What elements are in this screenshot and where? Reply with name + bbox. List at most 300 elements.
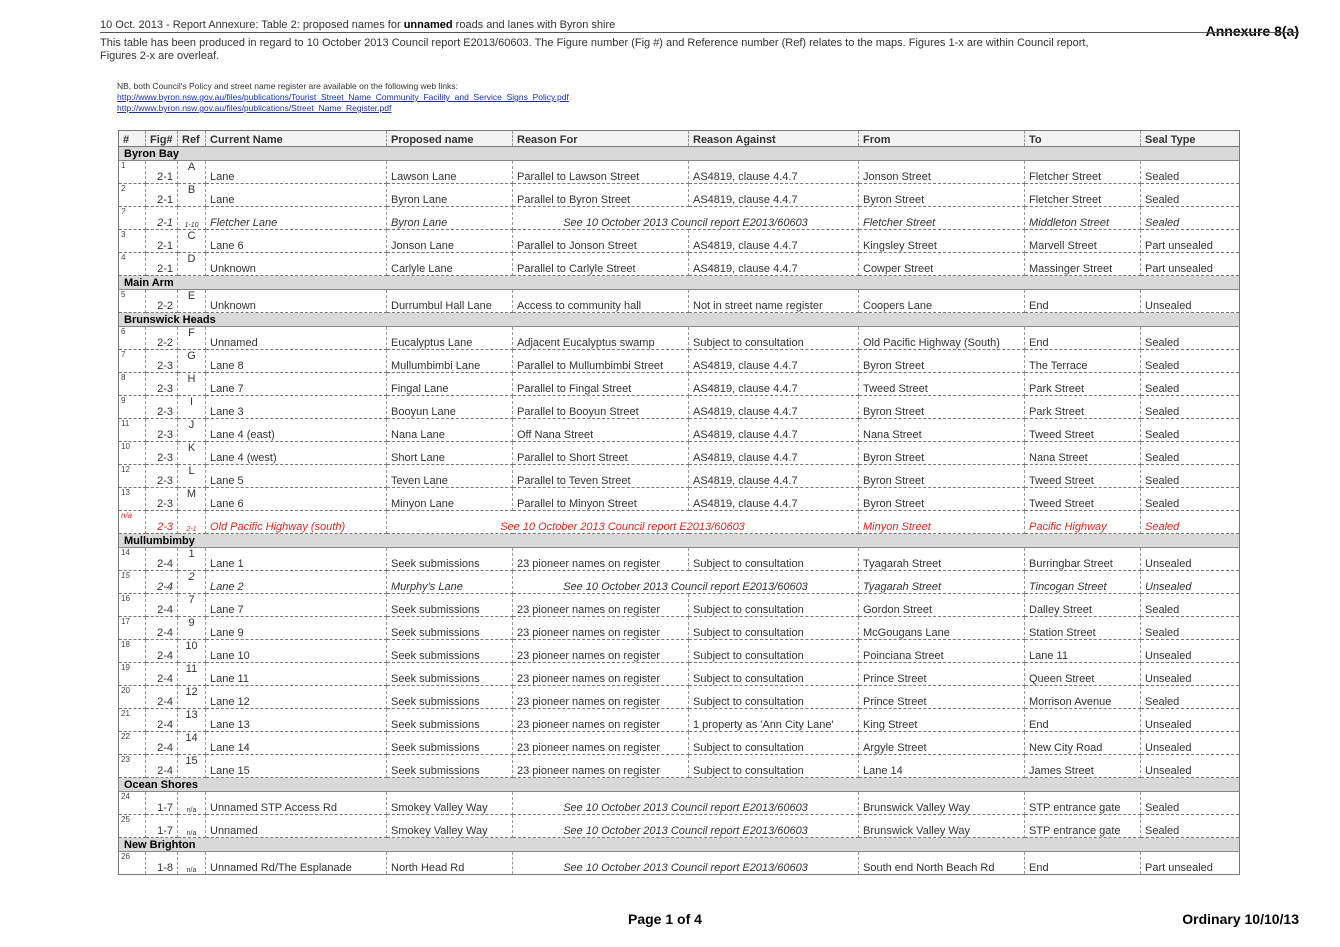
table-row bbox=[119, 594, 1240, 617]
reason-against: Subject to consultation bbox=[689, 755, 859, 778]
header-divider bbox=[100, 32, 1299, 33]
proposed-name: Seek submissions bbox=[387, 686, 513, 709]
seal-type: Sealed bbox=[1141, 350, 1240, 373]
seal-type: Sealed bbox=[1141, 488, 1240, 511]
row-number: 19 bbox=[119, 663, 146, 686]
to-street: James Street bbox=[1025, 755, 1141, 778]
proposed-name: Seek submissions bbox=[387, 663, 513, 686]
fig-number: 2-1 bbox=[146, 207, 178, 230]
from-street: Tyagarah Street bbox=[859, 571, 1025, 594]
ref-code: G bbox=[178, 350, 206, 373]
proposed-name: Smokey Valley Way bbox=[387, 815, 513, 838]
reason-for: Parallel to Carlyle Street bbox=[513, 253, 689, 276]
fig-number: 2-2 bbox=[146, 327, 178, 350]
from-street: Lane 14 bbox=[859, 755, 1025, 778]
row-number: 26 bbox=[119, 852, 146, 875]
row-number: 16 bbox=[119, 594, 146, 617]
table-row bbox=[119, 755, 1240, 778]
from-street: Gordon Street bbox=[859, 594, 1025, 617]
reason-for: 23 pioneer names on register bbox=[513, 617, 689, 640]
row-number: 24 bbox=[119, 792, 146, 815]
reason-against: AS4819, clause 4.4.7 bbox=[689, 465, 859, 488]
section-title: Mullumbimby bbox=[119, 534, 1240, 548]
from-street: South end North Beach Rd bbox=[859, 852, 1025, 875]
table-row bbox=[119, 396, 1240, 419]
current-name: Fletcher Lane bbox=[206, 207, 387, 230]
section-title: Main Arm bbox=[119, 276, 1240, 290]
reason-against: AS4819, clause 4.4.7 bbox=[689, 184, 859, 207]
seal-type: Unsealed bbox=[1141, 640, 1240, 663]
from-street: Fletcher Street bbox=[859, 207, 1025, 230]
seal-type: Sealed bbox=[1141, 815, 1240, 838]
policy-link[interactable]: http://www.byron.nsw.gov.au/files/publications/Tourist_Street_Name_Community_Facility_and_Service_Signs_Policy.pdf bbox=[117, 92, 569, 102]
section-title: Byron Bay bbox=[119, 147, 1240, 161]
table-row bbox=[119, 230, 1240, 253]
current-name: Lane 4 (east) bbox=[206, 419, 387, 442]
from-street: Byron Street bbox=[859, 442, 1025, 465]
proposed-name: Lawson Lane bbox=[387, 161, 513, 184]
fig-number: 2-4 bbox=[146, 640, 178, 663]
proposed-name: Seek submissions bbox=[387, 732, 513, 755]
to-street: Park Street bbox=[1025, 396, 1141, 419]
ref-code: 13 bbox=[178, 709, 206, 732]
row-number: 18 bbox=[119, 640, 146, 663]
section-row bbox=[119, 276, 1240, 290]
seal-type: Part unsealed bbox=[1141, 230, 1240, 253]
fig-number: 2-3 bbox=[146, 396, 178, 419]
proposed-name: North Head Rd bbox=[387, 852, 513, 875]
column-header: Reason Against bbox=[689, 131, 859, 147]
proposed-name: Seek submissions bbox=[387, 594, 513, 617]
ref-code: L bbox=[178, 465, 206, 488]
reason-against: Subject to consultation bbox=[689, 663, 859, 686]
to-street: Park Street bbox=[1025, 373, 1141, 396]
table-row bbox=[119, 161, 1240, 184]
proposed-name: Seek submissions bbox=[387, 709, 513, 732]
fig-number: 2-1 bbox=[146, 253, 178, 276]
from-street: Prince Street bbox=[859, 663, 1025, 686]
fig-number: 2-3 bbox=[146, 350, 178, 373]
reason-for: 23 pioneer names on register bbox=[513, 640, 689, 663]
from-street: Old Pacific Highway (South) bbox=[859, 327, 1025, 350]
column-header: To bbox=[1025, 131, 1141, 147]
ref-code: 9 bbox=[178, 617, 206, 640]
row-number: 8 bbox=[119, 373, 146, 396]
current-name: Lane 5 bbox=[206, 465, 387, 488]
section-title: New Brighton bbox=[119, 838, 1240, 852]
seal-type: Sealed bbox=[1141, 617, 1240, 640]
proposed-name: Nana Lane bbox=[387, 419, 513, 442]
meeting-label: Ordinary 10/10/13 bbox=[1182, 911, 1299, 927]
ref-code: n/a bbox=[178, 852, 206, 875]
current-name: Old Pacific Highway (south) bbox=[206, 511, 387, 534]
current-name: Lane 9 bbox=[206, 617, 387, 640]
seal-type: Part unsealed bbox=[1141, 253, 1240, 276]
seal-type: Unsealed bbox=[1141, 663, 1240, 686]
proposed-name: Seek submissions bbox=[387, 640, 513, 663]
reason-against: AS4819, clause 4.4.7 bbox=[689, 373, 859, 396]
report-title: 10 Oct. 2013 - Report Annexure: Table 2: proposed names for unnamed roads and lanes with Byron shire bbox=[100, 19, 616, 31]
nb-note: NB, both Council's Policy and street name register are available on the following web links: http://www.byron.nsw.gov.au/files/publications/Tourist_Street_Name_Community_Facility_and_Service_Signs_Policy.pdf http://www.byron.nsw.gov.au/files/publications/Street_Name_Register.pdf bbox=[117, 81, 569, 113]
to-street: STP entrance gate bbox=[1025, 792, 1141, 815]
current-name: Lane 4 (west) bbox=[206, 442, 387, 465]
fig-number: 2-1 bbox=[146, 184, 178, 207]
fig-number: 2-4 bbox=[146, 571, 178, 594]
reason-for: Parallel to Fingal Street bbox=[513, 373, 689, 396]
row-number: 7 bbox=[119, 350, 146, 373]
column-header: From bbox=[859, 131, 1025, 147]
column-header: Ref bbox=[178, 131, 206, 147]
row-number: 6 bbox=[119, 327, 146, 350]
table-row bbox=[119, 571, 1240, 594]
seal-type: Sealed bbox=[1141, 419, 1240, 442]
reason-for: 23 pioneer names on register bbox=[513, 732, 689, 755]
ref-code: E bbox=[178, 290, 206, 313]
fig-number: 2-3 bbox=[146, 511, 178, 534]
to-street: STP entrance gate bbox=[1025, 815, 1141, 838]
reason-against: AS4819, clause 4.4.7 bbox=[689, 253, 859, 276]
current-name: Lane 6 bbox=[206, 488, 387, 511]
to-street: Nana Street bbox=[1025, 442, 1141, 465]
ref-code: n/a bbox=[178, 815, 206, 838]
fig-number: 1-7 bbox=[146, 815, 178, 838]
reason-against: AS4819, clause 4.4.7 bbox=[689, 488, 859, 511]
table-row bbox=[119, 815, 1240, 838]
reason-against: Subject to consultation bbox=[689, 548, 859, 571]
reason-for: Parallel to Byron Street bbox=[513, 184, 689, 207]
proposed-name: Murphy's Lane bbox=[387, 571, 513, 594]
ref-code: H bbox=[178, 373, 206, 396]
row-number: 17 bbox=[119, 617, 146, 640]
current-name: Unknown bbox=[206, 253, 387, 276]
table-row bbox=[119, 709, 1240, 732]
reason-for: Off Nana Street bbox=[513, 419, 689, 442]
to-street: Tweed Street bbox=[1025, 465, 1141, 488]
seal-type: Sealed bbox=[1141, 511, 1240, 534]
ref-code: 14 bbox=[178, 732, 206, 755]
reason-against: AS4819, clause 4.4.7 bbox=[689, 230, 859, 253]
row-number: 4 bbox=[119, 253, 146, 276]
row-number: 23 bbox=[119, 755, 146, 778]
proposed-name: Carlyle Lane bbox=[387, 253, 513, 276]
ref-code: 12 bbox=[178, 686, 206, 709]
column-header: Fig# bbox=[146, 131, 178, 147]
row-number: 14 bbox=[119, 548, 146, 571]
table-row bbox=[119, 442, 1240, 465]
current-name: Lane 3 bbox=[206, 396, 387, 419]
report-reference: See 10 October 2013 Council report E2013/60603 bbox=[513, 571, 859, 594]
section-row bbox=[119, 147, 1240, 161]
table-row bbox=[119, 327, 1240, 350]
ref-code: 10 bbox=[178, 640, 206, 663]
table-row bbox=[119, 253, 1240, 276]
from-street: Poinciana Street bbox=[859, 640, 1025, 663]
seal-type: Unsealed bbox=[1141, 755, 1240, 778]
reason-for: Parallel to Lawson Street bbox=[513, 161, 689, 184]
ref-code: 15 bbox=[178, 755, 206, 778]
table-row bbox=[119, 290, 1240, 313]
column-header: Current Name bbox=[206, 131, 387, 147]
from-street: Brunswick Valley Way bbox=[859, 815, 1025, 838]
proposed-name: Seek submissions bbox=[387, 755, 513, 778]
ref-code: M bbox=[178, 488, 206, 511]
reason-for: 23 pioneer names on register bbox=[513, 594, 689, 617]
to-street: Tincogan Street bbox=[1025, 571, 1141, 594]
reason-against: Subject to consultation bbox=[689, 640, 859, 663]
current-name: Lane bbox=[206, 184, 387, 207]
fig-number: 2-4 bbox=[146, 732, 178, 755]
from-street: Tweed Street bbox=[859, 373, 1025, 396]
fig-number: 1-7 bbox=[146, 792, 178, 815]
ref-code: J bbox=[178, 419, 206, 442]
fig-number: 2-4 bbox=[146, 594, 178, 617]
current-name: Lane 14 bbox=[206, 732, 387, 755]
reason-against: AS4819, clause 4.4.7 bbox=[689, 161, 859, 184]
section-title: Ocean Shores bbox=[119, 778, 1240, 792]
road-names-table bbox=[118, 130, 1240, 875]
ref-code: B bbox=[178, 184, 206, 207]
seal-type: Part unsealed bbox=[1141, 852, 1240, 875]
table-header-row bbox=[119, 131, 1240, 147]
intro-text: This table has been produced in regard to 10 October 2013 Council report E2013/60603. The Figure number (Fig #) and Reference number (Ref) relates to the maps. Figures 1-x are within Council report, Figures 2-x are overleaf. bbox=[100, 37, 1089, 62]
from-street: Nana Street bbox=[859, 419, 1025, 442]
reason-against: Subject to consultation bbox=[689, 617, 859, 640]
table-row bbox=[119, 350, 1240, 373]
current-name: Lane 2 bbox=[206, 571, 387, 594]
row-number: 5 bbox=[119, 290, 146, 313]
table-row bbox=[119, 465, 1240, 488]
to-street: Morrison Avenue bbox=[1025, 686, 1141, 709]
seal-type: Sealed bbox=[1141, 207, 1240, 230]
table-row bbox=[119, 419, 1240, 442]
row-number: 25 bbox=[119, 815, 146, 838]
seal-type: Sealed bbox=[1141, 442, 1240, 465]
to-street: End bbox=[1025, 290, 1141, 313]
to-street: Dalley Street bbox=[1025, 594, 1141, 617]
reason-for: Parallel to Teven Street bbox=[513, 465, 689, 488]
fig-number: 2-3 bbox=[146, 419, 178, 442]
reason-for: Parallel to Short Street bbox=[513, 442, 689, 465]
reason-against: AS4819, clause 4.4.7 bbox=[689, 442, 859, 465]
to-street: Fletcher Street bbox=[1025, 161, 1141, 184]
current-name: Lane 11 bbox=[206, 663, 387, 686]
reason-for: 23 pioneer names on register bbox=[513, 755, 689, 778]
row-number: 2 bbox=[119, 184, 146, 207]
seal-type: Sealed bbox=[1141, 184, 1240, 207]
current-name: Lane 12 bbox=[206, 686, 387, 709]
row-number: ? bbox=[119, 207, 146, 230]
from-street: Byron Street bbox=[859, 465, 1025, 488]
proposed-name: Durrumbul Hall Lane bbox=[387, 290, 513, 313]
column-header: Seal Type bbox=[1141, 131, 1240, 147]
fig-number: 2-4 bbox=[146, 709, 178, 732]
table-row bbox=[119, 511, 1240, 534]
ref-code: n/a bbox=[178, 792, 206, 815]
seal-type: Sealed bbox=[1141, 465, 1240, 488]
current-name: Lane 8 bbox=[206, 350, 387, 373]
reason-against: Subject to consultation bbox=[689, 686, 859, 709]
proposed-name: Mullumbimbi Lane bbox=[387, 350, 513, 373]
current-name: Lane 13 bbox=[206, 709, 387, 732]
reason-for: 23 pioneer names on register bbox=[513, 686, 689, 709]
to-street: Middleton Street bbox=[1025, 207, 1141, 230]
table-row bbox=[119, 732, 1240, 755]
ref-code: A bbox=[178, 161, 206, 184]
from-street: Byron Street bbox=[859, 350, 1025, 373]
seal-type: Unsealed bbox=[1141, 548, 1240, 571]
proposed-name: Byron Lane bbox=[387, 207, 513, 230]
proposed-name: Eucalyptus Lane bbox=[387, 327, 513, 350]
fig-number: 2-4 bbox=[146, 755, 178, 778]
register-link[interactable]: http://www.byron.nsw.gov.au/files/publications/Street_Name_Register.pdf bbox=[117, 103, 392, 113]
reason-against: 1 property as 'Ann City Lane' bbox=[689, 709, 859, 732]
report-reference: See 10 October 2013 Council report E2013/60603 bbox=[513, 792, 859, 815]
table-body bbox=[119, 147, 1240, 875]
to-street: The Terrace bbox=[1025, 350, 1141, 373]
table-row bbox=[119, 663, 1240, 686]
to-street: Marvell Street bbox=[1025, 230, 1141, 253]
ref-code: K bbox=[178, 442, 206, 465]
from-street: Byron Street bbox=[859, 488, 1025, 511]
reason-for: Adjacent Eucalyptus swamp bbox=[513, 327, 689, 350]
report-reference: See 10 October 2013 Council report E2013/60603 bbox=[387, 511, 859, 534]
from-street: Tyagarah Street bbox=[859, 548, 1025, 571]
proposed-name: Fingal Lane bbox=[387, 373, 513, 396]
page-number: Page 1 of 4 bbox=[628, 911, 702, 927]
table-row bbox=[119, 373, 1240, 396]
seal-type: Unsealed bbox=[1141, 709, 1240, 732]
ref-code: C bbox=[178, 230, 206, 253]
fig-number: 2-2 bbox=[146, 290, 178, 313]
from-street: Cowper Street bbox=[859, 253, 1025, 276]
from-street: Prince Street bbox=[859, 686, 1025, 709]
proposed-name: Seek submissions bbox=[387, 548, 513, 571]
proposed-name: Teven Lane bbox=[387, 465, 513, 488]
section-row bbox=[119, 778, 1240, 792]
section-title: Brunswick Heads bbox=[119, 313, 1240, 327]
table-row bbox=[119, 852, 1240, 875]
to-street: Fletcher Street bbox=[1025, 184, 1141, 207]
reason-against: AS4819, clause 4.4.7 bbox=[689, 419, 859, 442]
from-street: Brunswick Valley Way bbox=[859, 792, 1025, 815]
seal-type: Sealed bbox=[1141, 686, 1240, 709]
current-name: Unnamed STP Access Rd bbox=[206, 792, 387, 815]
ref-code: 1-10 bbox=[178, 207, 206, 230]
from-street: Byron Street bbox=[859, 184, 1025, 207]
row-number: 1 bbox=[119, 161, 146, 184]
to-street: Massinger Street bbox=[1025, 253, 1141, 276]
proposed-name: Booyun Lane bbox=[387, 396, 513, 419]
to-street: Queen Street bbox=[1025, 663, 1141, 686]
current-name: Lane 7 bbox=[206, 373, 387, 396]
table-row bbox=[119, 184, 1240, 207]
fig-number: 2-4 bbox=[146, 686, 178, 709]
proposed-name: Short Lane bbox=[387, 442, 513, 465]
reason-for: 23 pioneer names on register bbox=[513, 709, 689, 732]
seal-type: Sealed bbox=[1141, 792, 1240, 815]
to-street: End bbox=[1025, 852, 1141, 875]
report-reference: See 10 October 2013 Council report E2013/60603 bbox=[513, 852, 859, 875]
to-street: End bbox=[1025, 327, 1141, 350]
row-number: 9 bbox=[119, 396, 146, 419]
fig-number: 2-4 bbox=[146, 663, 178, 686]
seal-type: Unsealed bbox=[1141, 290, 1240, 313]
table-row bbox=[119, 488, 1240, 511]
seal-type: Sealed bbox=[1141, 396, 1240, 419]
section-row bbox=[119, 313, 1240, 327]
current-name: Lane 1 bbox=[206, 548, 387, 571]
ref-code: 2 bbox=[178, 571, 206, 594]
column-header: # bbox=[119, 131, 146, 147]
seal-type: Sealed bbox=[1141, 161, 1240, 184]
fig-number: 2-4 bbox=[146, 548, 178, 571]
proposed-name: Byron Lane bbox=[387, 184, 513, 207]
report-reference: See 10 October 2013 Council report E2013/60603 bbox=[513, 207, 859, 230]
row-number: 12 bbox=[119, 465, 146, 488]
reason-against: AS4819, clause 4.4.7 bbox=[689, 350, 859, 373]
table-row bbox=[119, 640, 1240, 663]
to-street: Tweed Street bbox=[1025, 488, 1141, 511]
table-row bbox=[119, 792, 1240, 815]
to-street: Station Street bbox=[1025, 617, 1141, 640]
ref-code: F bbox=[178, 327, 206, 350]
proposed-name: Minyon Lane bbox=[387, 488, 513, 511]
current-name: Lane 6 bbox=[206, 230, 387, 253]
reason-for: Parallel to Mullumbimbi Street bbox=[513, 350, 689, 373]
fig-number: 2-3 bbox=[146, 465, 178, 488]
fig-number: 1-8 bbox=[146, 852, 178, 875]
fig-number: 2-1 bbox=[146, 230, 178, 253]
from-street: King Street bbox=[859, 709, 1025, 732]
to-street: Pacific Highway bbox=[1025, 511, 1141, 534]
fig-number: 2-3 bbox=[146, 373, 178, 396]
from-street: Minyon Street bbox=[859, 511, 1025, 534]
from-street: Kingsley Street bbox=[859, 230, 1025, 253]
table-row bbox=[119, 548, 1240, 571]
ref-code: 7 bbox=[178, 594, 206, 617]
to-street: Tweed Street bbox=[1025, 419, 1141, 442]
row-number: 13 bbox=[119, 488, 146, 511]
reason-against: AS4819, clause 4.4.7 bbox=[689, 396, 859, 419]
current-name: Unknown bbox=[206, 290, 387, 313]
row-number: 15 bbox=[119, 571, 146, 594]
table-row bbox=[119, 207, 1240, 230]
seal-type: Sealed bbox=[1141, 373, 1240, 396]
reason-against: Subject to consultation bbox=[689, 594, 859, 617]
fig-number: 2-3 bbox=[146, 442, 178, 465]
seal-type: Sealed bbox=[1141, 327, 1240, 350]
current-name: Lane 10 bbox=[206, 640, 387, 663]
table-row bbox=[119, 617, 1240, 640]
reason-for: Parallel to Jonson Street bbox=[513, 230, 689, 253]
reason-for: Parallel to Minyon Street bbox=[513, 488, 689, 511]
fig-number: 2-4 bbox=[146, 617, 178, 640]
row-number: 20 bbox=[119, 686, 146, 709]
seal-type: Unsealed bbox=[1141, 732, 1240, 755]
from-street: Jonson Street bbox=[859, 161, 1025, 184]
current-name: Lane 15 bbox=[206, 755, 387, 778]
current-name: Unnamed bbox=[206, 327, 387, 350]
current-name: Lane 7 bbox=[206, 594, 387, 617]
reason-against: Subject to consultation bbox=[689, 327, 859, 350]
reason-for: 23 pioneer names on register bbox=[513, 548, 689, 571]
fig-number: 2-1 bbox=[146, 161, 178, 184]
ref-code: 11 bbox=[178, 663, 206, 686]
row-number: 21 bbox=[119, 709, 146, 732]
row-number: 10 bbox=[119, 442, 146, 465]
annexure-label: Annexure 8(a) bbox=[1205, 23, 1299, 39]
current-name: Unnamed bbox=[206, 815, 387, 838]
